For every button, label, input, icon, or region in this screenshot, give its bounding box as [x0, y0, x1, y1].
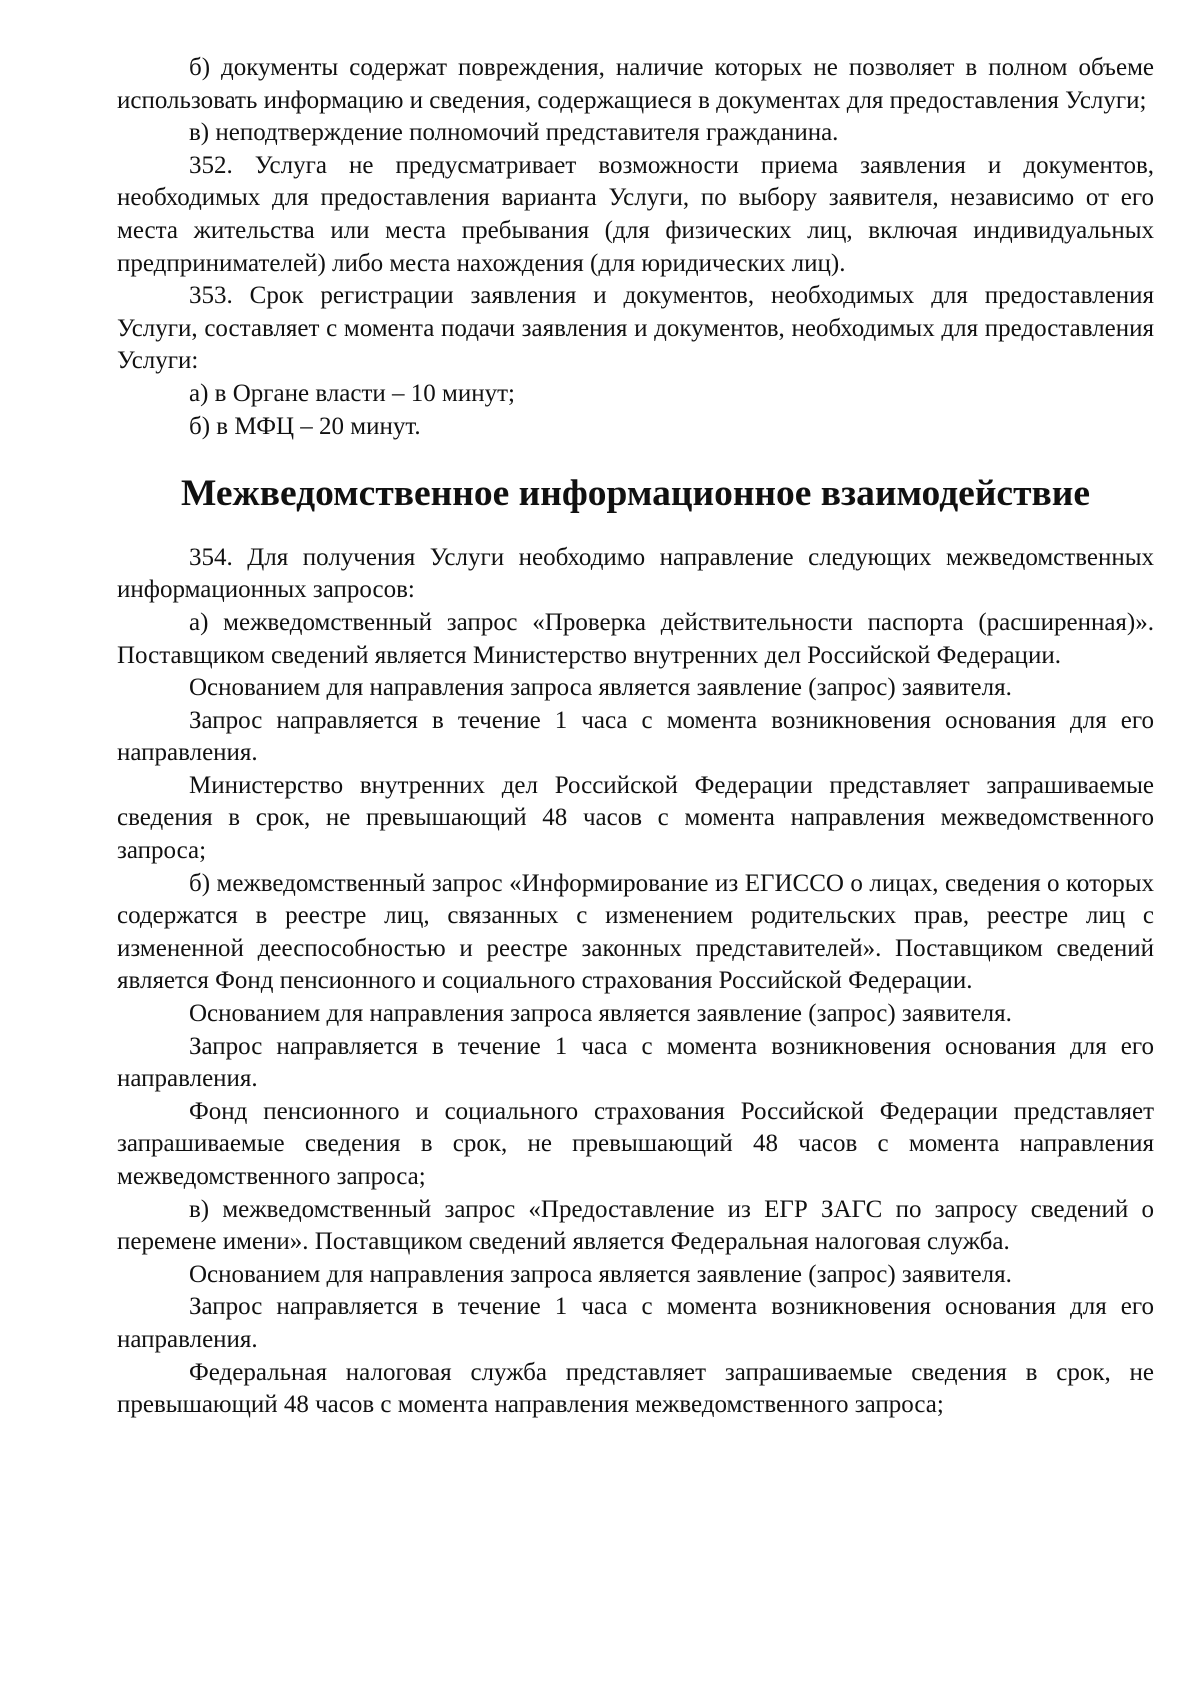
paragraph-352: 352. Услуга не предусматривает возможности приема заявления и документов, необходимых для предоставления варианта Услуги, по выбору заявителя, независимо от его места жительства или места пребывания (для физических лиц, включая индивидуальных предпринимателей) либо места нахождения (для юридических лиц). [117, 151, 1154, 277]
paragraph-354: 354. Для получения Услуги необходимо направление следующих межведомственных информационных запросов: [117, 543, 1154, 604]
paragraph-timing-a: Запрос направляется в течение 1 часа с момента возникновения основания для его направления. [117, 706, 1154, 767]
document-page [117, 52, 1154, 1422]
paragraph-basis-b: Основанием для направления запроса является заявление (запрос) заявителя. [189, 1000, 1012, 1028]
paragraph-timing-v: Запрос направляется в течение 1 часа с момента возникновения основания для его направления. [117, 1293, 1154, 1353]
paragraph-timing-b: Запрос направляется в течение 1 часа с момента возникновения основания для его направления. [117, 1032, 1154, 1093]
paragraph-353-item-b: б) в МФЦ – 20 минут. [189, 412, 421, 440]
paragraph-provider-v: Федеральная налоговая служба представляет запрашиваемые сведения в срок, не превышающий 48 часов с момента направления межведомственного запроса; [117, 1358, 1154, 1419]
paragraph-354-item-v: в) межведомственный запрос «Предоставление из ЕГР ЗАГС по запросу сведений о перемене имени». Поставщиком сведений является Федеральная налоговая служба. [117, 1195, 1154, 1256]
paragraph-item-b-damaged-documents: б) документы содержат повреждения, наличие которых не позволяет в полном объеме использовать информацию и сведения, содержащиеся в документах для предоставления Услуги; [117, 54, 1154, 114]
section-heading: Межведомственное информационное взаимодействие [181, 473, 1090, 515]
paragraph-provider-b: Фонд пенсионного и социального страхования Российской Федерации представляет запрашиваемые сведения в срок, не превышающий 48 часов с момента направления межведомственного запроса; [117, 1097, 1154, 1190]
paragraph-354-item-a: а) межведомственный запрос «Проверка действительности паспорта (расширенная)». Поставщиком сведений является Министерство внутренних дел Российской Федерации. [117, 608, 1154, 669]
paragraph-basis-a: Основанием для направления запроса является заявление (запрос) заявителя. [189, 674, 1012, 702]
paragraph-basis-v: Основанием для направления запроса является заявление (запрос) заявителя. [189, 1260, 1012, 1288]
paragraph-item-v-no-authority: в) неподтверждение полномочий представителя гражданина. [189, 119, 839, 147]
paragraph-provider-a: Министерство внутренних дел Российской Федерации представляет запрашиваемые сведения в срок, не превышающий 48 часов с момента направления межведомственного запроса; [117, 771, 1154, 865]
paragraph-353-item-a: а) в Органе власти – 10 минут; [189, 379, 516, 407]
paragraph-354-item-b: б) межведомственный запрос «Информирование из ЕГИССО о лицах, сведения о которых содержатся в реестре лиц, связанных с изменением родительских прав, реестре лиц с измененной дееспособностью и реестре законных представителей». Поставщиком сведений является Фонд пенсионного и социального страхования Российской Федерации. [117, 869, 1154, 995]
paragraph-353: 353. Срок регистрации заявления и документов, необходимых для предоставления Услуги, составляет с момента подачи заявления и документов, необходимых для предоставления Услуги: [117, 282, 1154, 375]
